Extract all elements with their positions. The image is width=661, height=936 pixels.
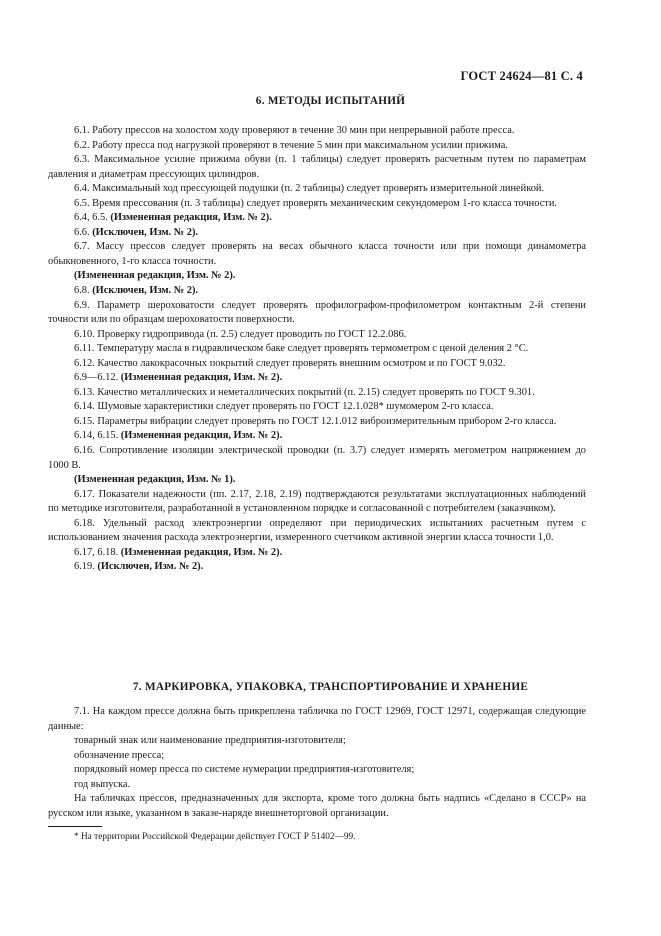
paragraph	[48, 473, 586, 488]
paragraph	[48, 444, 586, 473]
paragraph	[48, 357, 586, 372]
amendment-note: (Измененная редакция, Изм. № 1).	[74, 474, 236, 486]
paragraph-text: 6.13. Качество металлических и неметаллических покрытий (п. 2.15) следует проверять по ГОСТ 9.301.	[74, 386, 535, 398]
paragraph-text: обозначение пресса;	[74, 749, 165, 761]
section-6-title: 6. МЕТОДЫ ИСПЫТАНИЙ	[255, 95, 406, 107]
paragraph-text: 6.4, 6.5.	[74, 212, 108, 224]
paragraph	[48, 749, 586, 764]
paragraph-text: 6.17, 6.18.	[74, 546, 119, 558]
paragraph-text: 6.7. Массу прессов следует проверять на весах обычного класса точности или при помощи динамометра обыкновенного, 1-го класса точности.	[48, 241, 586, 267]
paragraph-text: 6.18. Удельный расход электроэнергии определяют при периодических испытаниях расчетным путем с использованием значения расхода электроэнергии, измеренного счетчиком активной энергии класса точности 1,0.	[48, 517, 586, 544]
paragraph-text: 6.2. Работу пресса под нагрузкой проверяют в течение 5 мин при максимальном усилии прижима.	[74, 139, 509, 151]
paragraph	[48, 328, 586, 343]
paragraph-text: порядковый номер пресса по системе нумерации предприятия-изготовителя;	[74, 764, 415, 776]
paragraph	[48, 182, 586, 197]
paragraph	[48, 386, 586, 401]
paragraph-text: 6.15. Параметры вибрации следует проверять по ГОСТ 12.1.012 виброизмерительным прибором 2-го класса.	[74, 415, 557, 427]
paragraph-text: 6.9—6.12.	[74, 372, 119, 384]
section-7-title: 7. МАРКИРОВКА, УПАКОВКА, ТРАНСПОРТИРОВАНИЕ И ХРАНЕНИЕ	[132, 681, 529, 693]
amendment-note: (Измененная редакция, Изм. № 2).	[74, 270, 236, 282]
paragraph-text: 6.16. Сопротивление изоляции электрической проводки (п. 3.7) следует измерять мегометром напряжением до 1000 В.	[48, 445, 586, 471]
paragraph-text: 6.8.	[74, 285, 90, 297]
footnote-divider	[48, 826, 102, 827]
paragraph	[48, 299, 586, 328]
paragraph	[48, 429, 586, 444]
amendment-note: (Измененная редакция, Изм. № 2).	[120, 372, 283, 384]
paragraph	[48, 763, 586, 778]
paragraph	[48, 226, 586, 241]
paragraph	[48, 488, 586, 517]
paragraph-text: 6.12. Качество лакокрасочных покрытий следует проверять внешним осмотром и по ГОСТ 9.032.	[74, 357, 506, 369]
section-6-body	[48, 124, 586, 575]
paragraph	[48, 546, 586, 561]
paragraph	[48, 284, 586, 299]
paragraph	[48, 705, 586, 734]
paragraph	[48, 415, 586, 430]
section-7-body	[48, 705, 586, 821]
paragraph-text: 6.19.	[74, 561, 95, 573]
paragraph-text: 6.14. Шумовые характеристики следует проверять по ГОСТ 12.1.028* шумомером 2-го класса.	[74, 401, 494, 413]
paragraph	[48, 400, 586, 415]
page-header: ГОСТ 24624—81 С. 4	[460, 69, 583, 83]
paragraph-text: 6.1. Работу прессов на холостом ходу проверяют в течение 30 мин при непрерывной работе пресса.	[74, 125, 515, 136]
paragraph	[48, 342, 586, 357]
paragraph-text: год выпуска.	[74, 778, 131, 790]
paragraph-text: 6.10. Проверку гидропривода (п. 2.5) следует проводить по ГОСТ 12.2.086.	[74, 328, 407, 340]
paragraph	[48, 139, 586, 154]
footnote: * На территории Российской Федерации действует ГОСТ Р 51402—99.	[74, 832, 356, 842]
paragraph	[48, 734, 586, 749]
paragraph-text: На табличках прессов, предназначенных для экспорта, кроме того должна быть надпись «Сделано в СССР» на русском или языке, указанном в заказе-наряде внешнеторговой организации.	[48, 793, 586, 819]
paragraph-text: 6.14, 6.15.	[74, 430, 119, 442]
paragraph-text: 7.1. На каждом прессе должна быть прикреплена табличка по ГОСТ 12969, ГОСТ 12971, содержащая следующие данные:	[48, 706, 586, 732]
paragraph-text: 6.5. Время прессования (п. 3 таблицы) следует проверять механическим секундомером 1-го класса точности.	[74, 197, 558, 209]
paragraph	[48, 778, 586, 793]
paragraph	[48, 124, 586, 139]
amendment-note: (Исключен, Изм. № 2).	[92, 226, 199, 238]
paragraph	[48, 792, 586, 821]
paragraph-text: 6.9. Параметр шероховатости следует проверять профилографом-профилометром контактным 2-й степени точности или по образцам шероховатости поверхности.	[48, 299, 586, 326]
paragraph-text: 6.3. Максимальное усилие прижима обуви (п. 1 таблицы) следует проверять расчетным путем по параметрам давления и диаметрам прессующих цилиндров.	[48, 154, 586, 180]
paragraph	[48, 211, 586, 226]
paragraph-text: 6.4. Максимальный ход прессующей подушки (п. 2 таблицы) следует проверять измерительной линейкой.	[74, 183, 545, 195]
paragraph-text: 6.17. Показатели надежности (пп. 2.17, 2.18, 2.19) подтверждаются результатами эксплуатационных наблюдений по методике изготовителя, разработанной в установленном порядке и согласованной с потребителем (заказчиком).	[48, 488, 586, 515]
paragraph	[48, 197, 586, 212]
amendment-note: (Измененная редакция, Изм. № 2).	[120, 430, 283, 442]
paragraph	[48, 560, 586, 575]
paragraph	[48, 269, 586, 284]
amendment-note: (Исключен, Изм. № 2).	[97, 561, 204, 573]
paragraph	[48, 153, 586, 182]
paragraph-text: 6.11. Температуру масла в гидравлическом баке следует проверять термометром с ценой деления 2 °С.	[74, 343, 529, 355]
paragraph	[48, 371, 586, 386]
paragraph-text: 6.6.	[74, 226, 90, 238]
paragraph	[48, 517, 586, 546]
amendment-note: (Измененная редакция, Изм. № 2).	[120, 546, 283, 558]
paragraph-text: товарный знак или наименование предприятия-изготовителя;	[74, 735, 346, 747]
amendment-note: (Измененная редакция, Изм. № 2).	[110, 212, 272, 224]
paragraph	[48, 240, 586, 269]
amendment-note: (Исключен, Изм. № 2).	[92, 285, 199, 297]
